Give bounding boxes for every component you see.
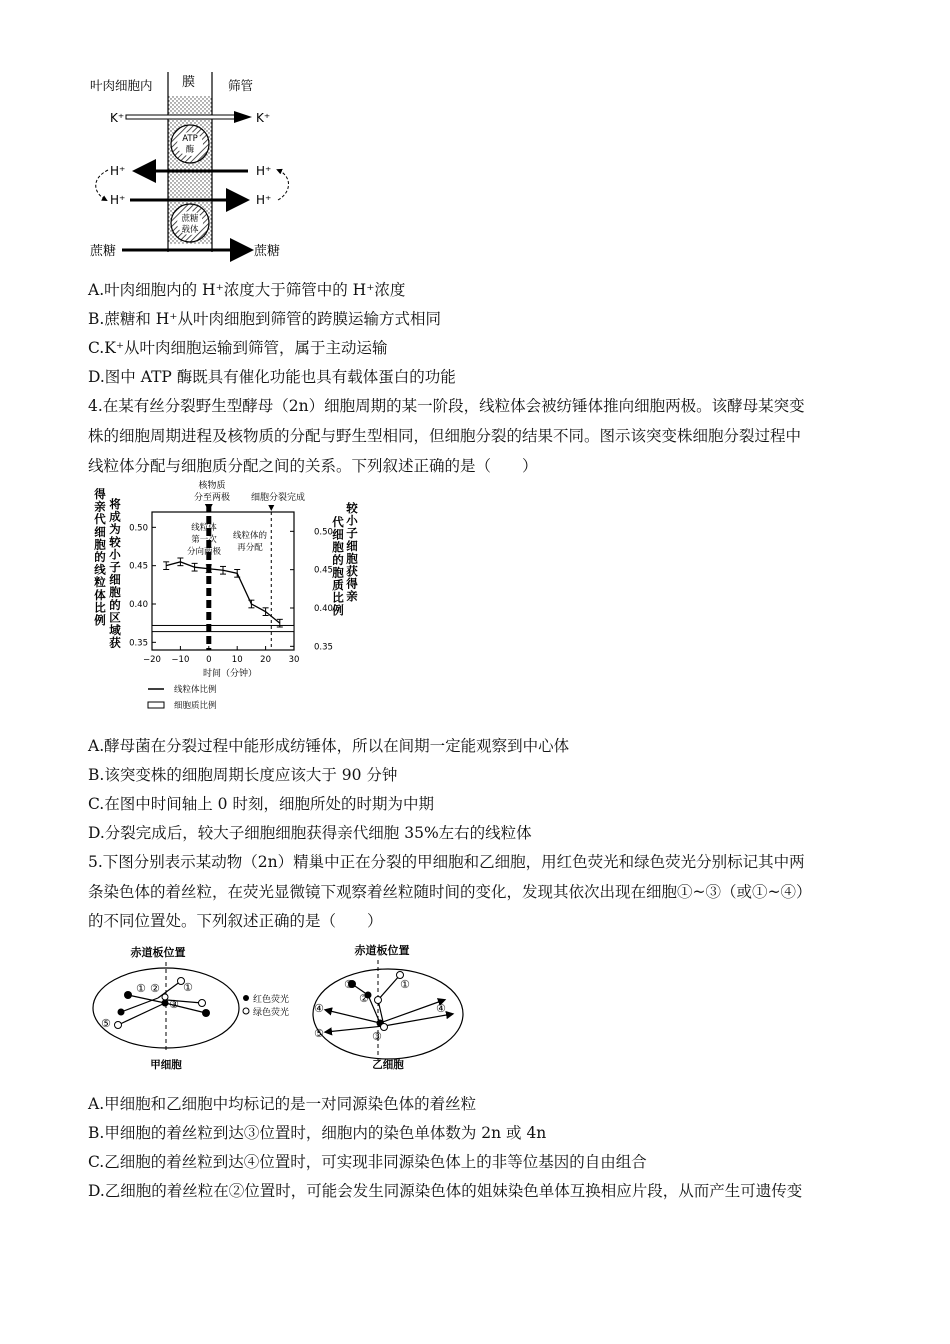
cytoplasm-band: [152, 625, 294, 631]
q5-stem-1: 5.下图分别表示某动物（2n）精巢中正在分裂的甲细胞和乙细胞，用红色荧光和绿色荧光分别标记其中两: [88, 853, 805, 871]
marker-b-2: ②: [359, 992, 369, 1005]
plate-label-b: 赤道板位置: [354, 944, 410, 957]
q4-option-c: C.在图中时间轴上 0 时刻，细胞所处的时期为中期: [88, 795, 434, 813]
q5-option-b: B.甲细胞的着丝粒到达③位置时，细胞内的染色单体数为 2n 或 4n: [88, 1124, 547, 1142]
q4-stem-3: 线粒体分配与细胞质分配之间的关系。下列叙述正确的是（ ）: [88, 457, 538, 475]
carrier-label-2: 载体: [181, 225, 199, 235]
marker-b-5: ⑤: [314, 1027, 324, 1040]
q4-option-a: A.酵母菌在分裂过程中能形成纺锤体，所以在间期一定能观察到中心体: [88, 737, 570, 755]
label-membrane: 膜: [182, 75, 196, 90]
cell-b: [313, 943, 463, 1071]
marker-a-2: ②: [150, 982, 160, 995]
x-tick-label: 0: [206, 655, 212, 665]
q5-option-d: D.乙细胞的着丝粒在②位置时，可能会发生同源染色体的姐妹染色单体互换相应片段，从而产生可遗传变: [88, 1182, 803, 1200]
h-bot-right: H⁺: [256, 193, 272, 207]
top-label-3: 细胞分裂完成: [250, 493, 306, 503]
marker-b-1b: ①: [400, 978, 410, 991]
marker-a-1b: ①: [183, 981, 193, 994]
annotation-1: 线粒体: [191, 523, 217, 533]
marker-b-4: ④: [314, 1002, 324, 1015]
q4-stem-2: 株的细胞周期进程及核物质的分配与野生型相同，但细胞分裂的结果不同。图示该突变株细胞分裂过程中: [88, 427, 802, 445]
y-axis-label-left-col1: 得亲代细胞的线粒体比例: [94, 487, 106, 627]
q4-option-d: D.分裂完成后，较大子细胞细胞获得亲代细胞 35%左右的线粒体: [88, 824, 532, 842]
marker-a-5: ⑤: [101, 1017, 111, 1030]
q3-option-a: A.叶肉细胞内的 H⁺浓度大于筛管中的 H⁺浓度: [88, 281, 406, 299]
marker-b-1: ①: [344, 978, 354, 991]
y-tick-label-right: 0.40: [314, 604, 333, 614]
h-top-left: H⁺: [110, 164, 126, 178]
legend-green: 绿色荧光: [253, 1008, 290, 1018]
legend-line: 线粒体比例: [174, 685, 217, 695]
q5-stem-3: 的不同位置处。下列叙述正确的是（ ）: [88, 912, 383, 930]
cell-label-b: 乙细胞: [372, 1059, 404, 1071]
y-tick-label-left: 0.45: [129, 561, 148, 572]
y-axis-label-left-col2: 将成为较小子细胞的区域获: [109, 497, 121, 650]
label-sieve-tube: 筛管: [228, 78, 254, 93]
x-tick-label: −10: [171, 655, 190, 665]
division-complete-arrow: [268, 505, 274, 511]
enzyme-label: 酶: [185, 145, 195, 155]
label-mesophyll: 叶肉细胞内: [90, 78, 153, 93]
cell-label-a: 甲细胞: [150, 1059, 182, 1071]
legend-red: 红色荧光: [253, 995, 290, 1005]
marker-b-4b: ④: [436, 1002, 446, 1015]
q5-option-c: C.乙细胞的着丝粒到达④位置时，可实现非同源染色体上的非等位基因的自由组合: [88, 1153, 647, 1171]
plate-label-a: 赤道板位置: [130, 946, 186, 959]
q4-option-b: B.该突变株的细胞周期长度应该大于 90 分钟: [88, 766, 398, 784]
y-tick-label-left: 0.35: [129, 638, 148, 649]
annotation-4: 线粒体的: [232, 531, 268, 541]
y-axis-label-right-col2: 较小子细胞获得亲: [346, 501, 358, 604]
x-tick-label: 30: [288, 655, 300, 665]
q3-option-b: B.蔗糖和 H⁺从叶肉细胞到筛管的跨膜运输方式相同: [88, 310, 441, 328]
top-label-2: 分至两极: [193, 493, 231, 503]
annotation-3: 分向两极: [186, 547, 222, 557]
x-tick-label: −20: [143, 655, 161, 665]
y-tick-label-left: 0.40: [129, 600, 148, 610]
x-axis-label: 时间（分钟）: [202, 669, 258, 679]
annotation-5: 再分配: [237, 543, 263, 553]
k-left: K⁺: [110, 111, 125, 125]
h-top-right: H⁺: [256, 164, 272, 178]
x-tick-label: 10: [231, 655, 243, 665]
marker-b-3: ③: [372, 1030, 382, 1043]
y-axis-label-right-col1: 代细胞的胞质比例: [332, 515, 344, 618]
sucrose-left: 蔗糖: [90, 244, 117, 259]
atp-label: ATP: [182, 134, 198, 144]
q3-option-c: C.K⁺从叶肉细胞运输到筛管，属于主动运输: [88, 339, 388, 357]
x-tick-label: 20: [260, 655, 272, 665]
marker-a-1: ①: [136, 982, 146, 995]
annotation-2: 第一次: [191, 535, 217, 545]
marker-a-3: ③: [169, 998, 179, 1011]
q5-stem-2: 条染色体的着丝粒，在荧光显微镜下观察着丝粒随时间的变化，发现其依次出现在细胞①~③（或①~④）: [88, 883, 812, 901]
q5-option-a: A.甲细胞和乙细胞中均标记的是一对同源染色体的着丝粒: [88, 1095, 477, 1113]
q3-option-d: D.图中 ATP 酶既具有催化功能也具有载体蛋白的功能: [88, 368, 456, 386]
cell-figure: [88, 940, 468, 1075]
y-tick-label-right: 0.35: [314, 642, 333, 653]
sucrose-right: 蔗糖: [254, 244, 281, 259]
h-bot-left: H⁺: [110, 193, 126, 207]
k-right: K⁺: [256, 111, 271, 125]
carrier-label-1: 蔗糖: [181, 214, 199, 224]
mitochondria-chart: [88, 478, 378, 718]
cell-a: [93, 945, 239, 1071]
y-tick-label-right: 0.50: [314, 527, 333, 538]
nuclear-split-arrow: [205, 504, 213, 511]
y-tick-label-right: 0.45: [314, 565, 333, 576]
legend-box: 细胞质比例: [174, 701, 217, 711]
membrane-transport-figure: [88, 72, 318, 267]
q4-stem-1: 4.在某有丝分裂野生型酵母（2n）细胞周期的某一阶段，线粒体会被纺锤体推向细胞两极。该酵母某突变: [88, 397, 805, 415]
y-tick-label-left: 0.50: [129, 523, 148, 534]
top-label-1: 核物质: [198, 481, 226, 491]
